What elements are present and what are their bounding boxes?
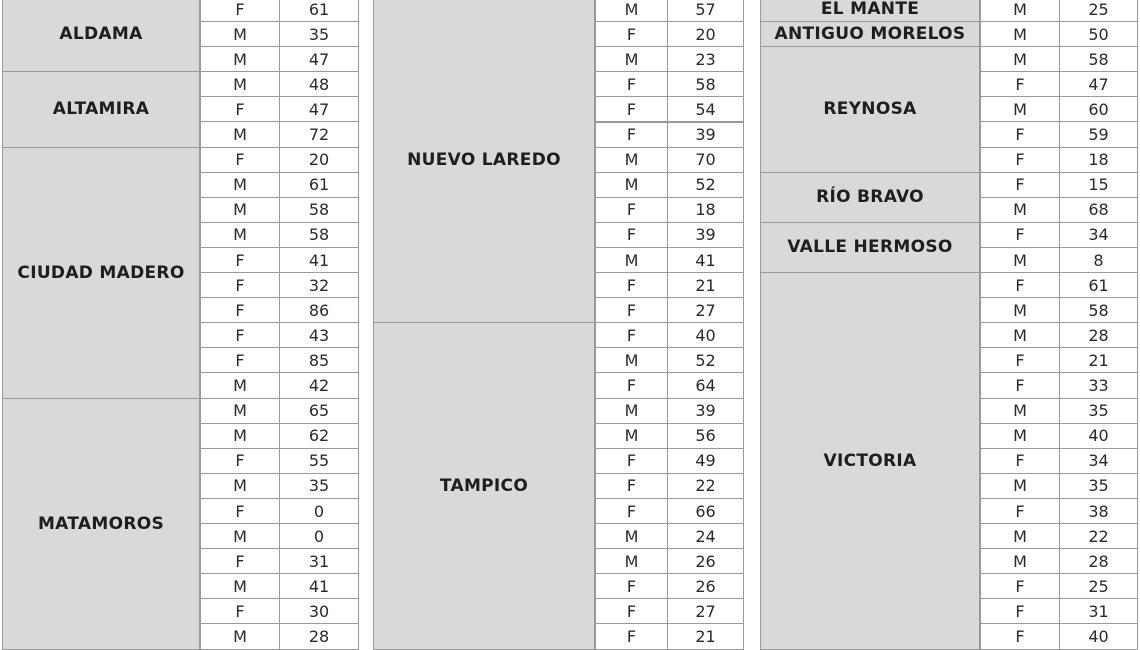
value-cell: 34: [1059, 448, 1138, 474]
value-cell: 0: [279, 523, 359, 549]
sex-cell: M: [200, 398, 280, 424]
value-cell: 62: [279, 423, 359, 449]
sex-cell: M: [200, 197, 280, 223]
value-cell: 15: [1059, 172, 1138, 198]
value-cell: 30: [279, 598, 359, 624]
value-cell: 52: [667, 347, 744, 373]
value-cell: 40: [1059, 423, 1138, 449]
sex-cell: F: [595, 222, 668, 248]
sex-cell: F: [200, 448, 280, 474]
municipality-name: TAMPICO: [373, 322, 595, 649]
municipality-group-rio-bravo: [760, 172, 1139, 222]
value-cell: 38: [1059, 498, 1138, 524]
value-cell: 61: [279, 172, 359, 198]
municipality-name: ALTAMIRA: [2, 71, 200, 147]
value-cell: 40: [667, 322, 744, 348]
sex-cell: M: [980, 297, 1060, 323]
sex-cell: F: [200, 498, 280, 524]
sex-cell: M: [200, 573, 280, 599]
value-cell: 18: [667, 197, 744, 223]
value-cell: 61: [279, 0, 359, 22]
value-cell: 72: [279, 121, 359, 147]
sex-cell: F: [980, 121, 1060, 147]
sex-cell: F: [595, 272, 668, 298]
sex-cell: F: [595, 21, 668, 47]
value-cell: 58: [279, 222, 359, 248]
value-cell: 24: [667, 523, 744, 549]
value-cell: 35: [279, 21, 359, 47]
sex-cell: M: [980, 96, 1060, 122]
sex-cell: F: [980, 347, 1060, 373]
sex-cell: F: [980, 623, 1060, 649]
value-cell: 27: [667, 598, 744, 624]
sex-cell: F: [200, 548, 280, 574]
sex-cell: M: [595, 548, 668, 574]
value-cell: 21: [667, 272, 744, 298]
value-cell: 58: [1059, 297, 1138, 323]
municipality-group-reynosa: [760, 46, 1139, 172]
sex-cell: F: [595, 122, 668, 148]
sex-cell: M: [200, 623, 280, 649]
sex-cell: M: [200, 172, 280, 198]
value-cell: 42: [279, 372, 359, 398]
municipality-group-el-mante: [760, 0, 1139, 21]
sex-cell: M: [200, 372, 280, 398]
value-cell: 48: [279, 71, 359, 97]
sex-cell: F: [595, 71, 668, 97]
sex-cell: M: [200, 71, 280, 97]
sex-cell: M: [980, 322, 1060, 348]
sex-cell: F: [595, 473, 668, 499]
value-cell: 28: [1059, 548, 1138, 574]
sex-cell: M: [980, 247, 1060, 273]
sex-cell: F: [200, 598, 280, 624]
value-cell: 22: [1059, 523, 1138, 549]
sex-cell: M: [200, 423, 280, 449]
sex-cell: F: [595, 448, 668, 474]
value-cell: 20: [279, 147, 359, 173]
sex-cell: F: [200, 347, 280, 373]
sex-cell: F: [980, 222, 1060, 248]
sex-cell: M: [980, 473, 1060, 499]
value-cell: 23: [667, 46, 744, 72]
value-cell: 39: [667, 398, 744, 424]
sex-cell: M: [200, 523, 280, 549]
sex-cell: F: [595, 598, 668, 624]
value-cell: 20: [667, 21, 744, 47]
sex-cell: F: [595, 372, 668, 398]
value-cell: 32: [279, 272, 359, 298]
value-cell: 22: [667, 473, 744, 499]
value-cell: 25: [1059, 0, 1138, 22]
sex-cell: M: [980, 197, 1060, 223]
value-cell: 21: [1059, 347, 1138, 373]
sex-cell: F: [980, 71, 1060, 97]
value-cell: 26: [667, 573, 744, 599]
value-cell: 54: [667, 96, 744, 122]
sex-cell: M: [595, 423, 668, 449]
value-cell: 47: [279, 96, 359, 122]
value-cell: 35: [279, 473, 359, 499]
sex-cell: F: [595, 96, 668, 122]
value-cell: 31: [1059, 598, 1138, 624]
value-cell: 59: [1059, 121, 1138, 147]
value-cell: 31: [279, 548, 359, 574]
value-cell: 28: [279, 623, 359, 649]
value-cell: 39: [667, 222, 744, 248]
value-cell: 66: [667, 498, 744, 524]
municipality-group-nuevo-laredo: [373, 0, 745, 322]
sex-cell: M: [200, 46, 280, 72]
sex-cell: M: [595, 46, 668, 72]
sex-cell: F: [595, 322, 668, 348]
sex-cell: F: [980, 272, 1060, 298]
sex-cell: M: [200, 121, 280, 147]
municipality-name: ALDAMA: [2, 0, 200, 72]
value-cell: 85: [279, 347, 359, 373]
value-cell: 40: [1059, 623, 1138, 649]
value-cell: 47: [1059, 71, 1138, 97]
value-cell: 27: [667, 297, 744, 323]
sex-cell: F: [595, 573, 668, 599]
value-cell: 18: [1059, 147, 1138, 173]
sex-cell: F: [595, 297, 668, 323]
value-cell: 41: [667, 247, 744, 273]
value-cell: 41: [279, 247, 359, 273]
value-cell: 49: [667, 448, 744, 474]
value-cell: 57: [667, 0, 744, 22]
municipality-group-tampico: [373, 322, 745, 648]
sex-cell: F: [200, 96, 280, 122]
municipality-name: NUEVO LAREDO: [373, 0, 595, 323]
sex-cell: M: [980, 398, 1060, 424]
sex-cell: F: [980, 498, 1060, 524]
sex-cell: F: [980, 598, 1060, 624]
sex-cell: F: [980, 573, 1060, 599]
municipality-group-victoria: [760, 272, 1139, 649]
municipality-group-antiguo-morelos: [760, 21, 1139, 46]
sex-cell: M: [980, 21, 1060, 47]
sex-cell: F: [980, 372, 1060, 398]
sex-cell: F: [200, 297, 280, 323]
value-cell: 50: [1059, 21, 1138, 47]
value-cell: 68: [1059, 197, 1138, 223]
sex-cell: F: [200, 247, 280, 273]
sex-cell: M: [200, 222, 280, 248]
value-cell: 47: [279, 46, 359, 72]
value-cell: 64: [667, 372, 744, 398]
value-cell: 33: [1059, 372, 1138, 398]
municipality-name: VICTORIA: [760, 272, 980, 650]
sex-cell: M: [595, 398, 668, 424]
value-cell: 28: [1059, 322, 1138, 348]
sex-cell: M: [200, 473, 280, 499]
municipality-group-aldama: [2, 0, 360, 71]
value-cell: 43: [279, 322, 359, 348]
sex-cell: M: [595, 147, 668, 173]
value-cell: 58: [279, 197, 359, 223]
value-cell: 0: [279, 498, 359, 524]
sex-cell: F: [980, 147, 1060, 173]
sex-cell: M: [980, 423, 1060, 449]
municipality-name: VALLE HERMOSO: [760, 222, 980, 273]
municipality-name: ANTIGUO MORELOS: [760, 21, 980, 47]
value-cell: 55: [279, 448, 359, 474]
value-cell: 60: [1059, 96, 1138, 122]
value-cell: 35: [1059, 473, 1138, 499]
value-cell: 41: [279, 573, 359, 599]
sex-cell: F: [980, 172, 1060, 198]
sex-cell: M: [595, 347, 668, 373]
municipality-name: EL MANTE: [760, 0, 980, 22]
value-cell: 21: [667, 623, 744, 649]
sex-cell: F: [595, 498, 668, 524]
municipality-name: CIUDAD MADERO: [2, 147, 200, 399]
value-cell: 58: [667, 71, 744, 97]
municipality-name: REYNOSA: [760, 46, 980, 173]
municipality-group-valle-hermoso: [760, 222, 1139, 272]
municipality-group-matamoros: [2, 398, 360, 649]
value-cell: 56: [667, 423, 744, 449]
value-cell: 86: [279, 297, 359, 323]
sex-cell: M: [595, 172, 668, 198]
sex-cell: M: [595, 0, 668, 22]
value-cell: 25: [1059, 573, 1138, 599]
sex-cell: F: [595, 197, 668, 223]
sex-cell: F: [200, 272, 280, 298]
sex-cell: M: [595, 523, 668, 549]
value-cell: 34: [1059, 222, 1138, 248]
value-cell: 70: [667, 147, 744, 173]
sex-cell: F: [200, 147, 280, 173]
value-cell: 61: [1059, 272, 1138, 298]
sex-cell: M: [200, 21, 280, 47]
sex-cell: F: [980, 448, 1060, 474]
municipality-name: RÍO BRAVO: [760, 172, 980, 223]
sex-cell: F: [200, 0, 280, 22]
municipality-name: MATAMOROS: [2, 398, 200, 650]
value-cell: 26: [667, 548, 744, 574]
sex-cell: M: [980, 548, 1060, 574]
sex-cell: F: [200, 322, 280, 348]
value-cell: 39: [667, 122, 744, 148]
sex-cell: M: [980, 46, 1060, 72]
municipality-group-altamira: [2, 71, 360, 146]
sex-cell: M: [980, 523, 1060, 549]
value-cell: 65: [279, 398, 359, 424]
sex-cell: M: [595, 247, 668, 273]
value-cell: 58: [1059, 46, 1138, 72]
value-cell: 8: [1059, 247, 1138, 273]
sex-cell: F: [595, 623, 668, 649]
sex-cell: M: [980, 0, 1060, 22]
municipality-group-ciudad-madero: [2, 147, 360, 398]
value-cell: 35: [1059, 398, 1138, 424]
value-cell: 52: [667, 172, 744, 198]
